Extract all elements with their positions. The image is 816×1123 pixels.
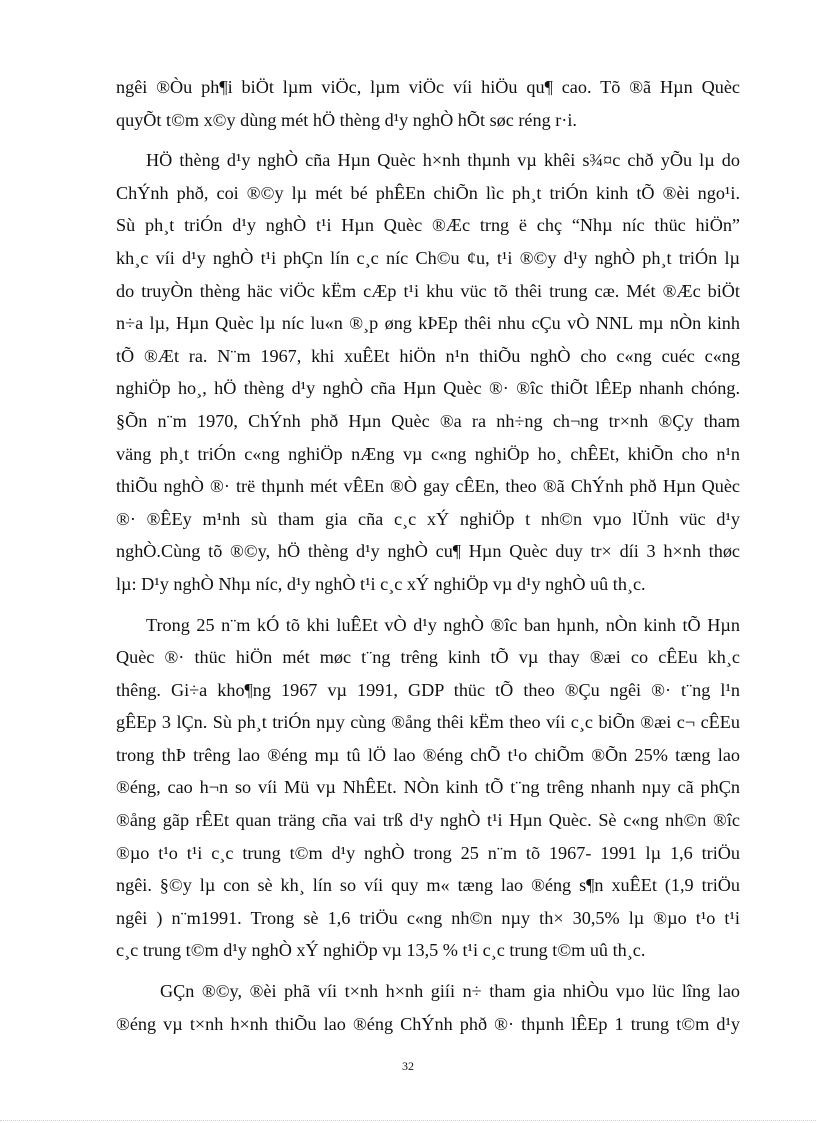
text-line: nghiÖp ho¸, hÖ thèng d¹y nghÒ cña Hµn Quèc ®· ®îc thiÕt lÊEp nhanh chóng. <box>116 378 740 399</box>
text-line: ®éng, cao h¬n so víi Mü vµ NhÊEt. NÒn kinh tÕ t¨ng trêng nhanh nµy cã phÇn <box>116 777 740 798</box>
text-line: ®µo t¹o t¹i c¸c trung t©m d¹y nghÒ trong 25 n¨m tõ 1967- 1991 lµ 1,6 triÖu <box>116 842 740 863</box>
text-line: ®ång gãp rÊEt quan träng cña vai trß d¹y nghÒ t¹i Hµn Quèc. Sè c«ng nh©n ®îc <box>116 810 740 831</box>
body-text <box>116 71 740 1040</box>
text-line: trong thÞ trêng lao ®éng mµ tû lÖ lao ®éng chÕ t¹o chiÕm ®Õn 25% tæng lao <box>116 744 740 765</box>
text-line: ngêi ®Òu ph¶i biÖt lµm viÖc, lµm viÖc víi hiÖu qu¶ cao. Tõ ®ã Hµn Quèc <box>116 77 740 97</box>
text-line: lµ: D¹y nghÒ Nhµ níc, d¹y nghÒ t¹i c¸c xÝ nghiÖp vµ d¹y nghÒ uû th¸c. <box>116 573 646 594</box>
text-line: thêng. Gi÷a kho¶ng 1967 vµ 1991, GDP thüc tÕ theo ®Çu ngêi ®· t¨ng l¹n <box>116 679 740 700</box>
text-line: ngêi ) n¨m1991. Trong sè 1,6 triÖu c«ng nh©n nµy th× 30,5% lµ ®µo t¹o t¹i <box>116 907 740 928</box>
page-number: 32 <box>402 1059 414 1073</box>
text-line: gÊEp 3 lÇn. Sù ph¸t triÓn nµy cùng ®ång thêi kËm theo víi c¸c biÕn ®æi c¬ cÊEu <box>116 712 740 733</box>
text-line: n÷a lµ, Hµn Quèc lµ níc lu«n ®¸p øng kÞEp thêi nhu cÇu vÒ NNL mµ nÒn kinh <box>116 313 740 334</box>
text-line: Trong 25 n¨m kÓ tõ khi luÊEt vÒ d¹y nghÒ ®îc ban hµnh, nÒn kinh tÕ Hµn <box>146 614 740 635</box>
text-line: ChÝnh phð, coi ®©y lµ mét bé phÊEn chiÕn lìc ph¸t triÓn kinh tÕ ®èi ngo¹i. <box>116 182 740 203</box>
paragraph <box>116 975 740 1040</box>
text-line: ®éng vµ t×nh h×nh thiÕu lao ®éng ChÝnh phð ®· thµnh lÊEp 1 trung t©m d¹y <box>116 1013 740 1034</box>
paragraph <box>116 609 740 968</box>
text-line: Sù ph¸t triÓn d¹y nghÒ t¹i Hµn Quèc ®Æc trng ë chç “Nhµ níc thüc hiÖn” <box>116 215 740 236</box>
text-line: do truyÒn thèng häc viÖc kËm cÆp t¹i khu vüc tõ thêi trung cæ. Mét ®Æc biÖt <box>116 280 740 301</box>
text-line: nghÒ.Cùng tõ ®©y, hÖ thèng d¹y nghÒ cu¶ Hµn Quèc duy tr× díi 3 h×nh thøc <box>116 541 740 562</box>
text-line: tÕ ®Æt ra. N¨m 1967, khi xuÊEt hiÖn n¹n thiÕu nghÒ cho c«ng cuéc c«ng <box>116 345 740 366</box>
text-line: kh¸c víi d¹y nghÒ t¹i phÇn lín c¸c níc Ch©u ¢u, t¹i ®©y d¹y nghÒ ph¸t triÓn lµ <box>116 247 740 268</box>
text-line: Quèc ®· thüc hiÖn mét møc t¨ng trêng kinh tÕ vµ thay ®æi co cÊEu kh¸c <box>116 647 740 668</box>
paragraph <box>116 71 740 136</box>
text-line: GÇn ®©y, ®èi phã víi t×nh h×nh giíi n÷ tham gia nhiÒu vµo lüc lîng lao <box>160 981 740 1002</box>
text-line: HÖ thèng d¹y nghÒ cña Hµn Quèc h×nh thµnh vµ khêi s¾¤c chð yÕu lµ do <box>146 150 740 171</box>
text-line: §Õn n¨m 1970, ChÝnh phð Hµn Quèc ®a ra nh÷ng ch¬ng tr×nh ®Çy tham <box>116 410 740 431</box>
paragraph <box>116 144 740 600</box>
text-line: ngêi. §©y lµ con sè kh¸ lín so víi quy m« tæng lao ®éng s¶n xuÊEt (1,9 triÖu <box>116 875 740 896</box>
text-line: ®· ®ÊEy m¹nh sù tham gia cña c¸c xÝ nghiÖp t nh©n vµo lÜnh vüc d¹y <box>116 508 740 529</box>
text-line: quyÕt t©m x©y dùng mét hÖ thèng d¹y nghÒ hÕt søc réng r·i. <box>116 109 577 130</box>
page-bottom-rule <box>0 1120 816 1121</box>
text-line: thiÕu nghÒ ®· trë thµnh mét vÊEn ®Ò gay cÊEn, theo ®ã ChÝnh phð Hµn Quèc <box>116 476 740 497</box>
text-line: väng ph¸t triÓn c«ng nghiÖp nÆng vµ c«ng nghiÖp ho¸ chÊEt, khiÕn cho n¹n <box>116 443 740 464</box>
text-line: c¸c trung t©m d¹y nghÒ xÝ nghiÖp vµ 13,5 % t¹i c¸c trung t©m uû th¸c. <box>116 940 646 961</box>
